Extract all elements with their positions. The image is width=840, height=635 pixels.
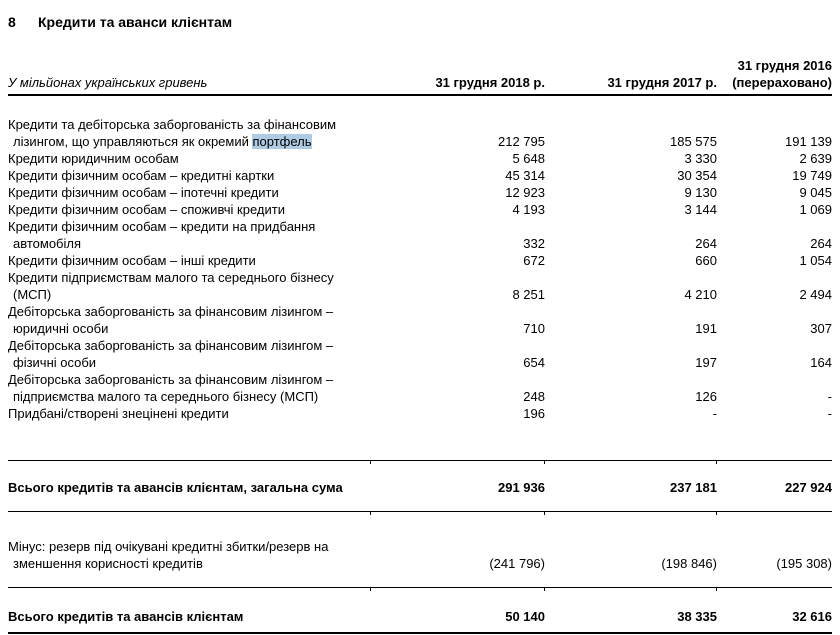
row-label-line: Кредити фізичним особам – іпотечні кредити — [8, 185, 279, 200]
table-rule — [8, 511, 832, 512]
value-2017: 264 — [695, 236, 717, 251]
value-2016: 9 045 — [799, 185, 832, 200]
value-2017: 660 — [695, 253, 717, 268]
value-2018: 672 — [523, 253, 545, 268]
provision-2016: (195 308) — [776, 556, 832, 571]
row-label — [8, 371, 371, 405]
value-2016: 164 — [810, 355, 832, 370]
table-row — [8, 371, 832, 405]
row-label-line: лізингом, що управляються як окремий портфель — [13, 134, 312, 149]
table-row — [8, 252, 832, 269]
row-label-line: юридичні особи — [13, 321, 109, 336]
table-row — [8, 184, 832, 201]
total-net-row — [8, 608, 832, 625]
row-label-line: Кредити фізичним особам – споживчі кредити — [8, 202, 285, 217]
value-2018: 212 795 — [498, 134, 545, 149]
value-2017: 4 210 — [684, 287, 717, 302]
value-2016: 1 069 — [799, 202, 832, 217]
table-row — [8, 405, 832, 422]
provision-label-line2: зменшення корисності кредитів — [13, 556, 203, 571]
section-title-text: Кредити та аванси клієнтам — [38, 14, 233, 30]
value-2016: 264 — [810, 236, 832, 251]
value-2016: - — [827, 389, 832, 404]
table-row — [8, 337, 832, 371]
table-bottom-rule — [8, 632, 832, 634]
table-rule — [8, 587, 832, 588]
column-header-2016-line1: 31 грудня 2016 — [737, 58, 832, 73]
row-label — [8, 184, 371, 201]
total-gross-2018: 291 936 — [498, 480, 545, 495]
value-2018: 45 314 — [505, 168, 545, 183]
total-net-label: Всього кредитів та авансів клієнтам — [8, 609, 244, 624]
column-header-2018: 31 грудня 2018 р. — [435, 75, 545, 90]
row-label-line: підприємства малого та середнього бізнесу (МСП) — [13, 389, 319, 404]
column-tick — [370, 588, 371, 591]
value-2017: 30 354 — [677, 168, 717, 183]
row-label-line: Дебіторська заборгованість за фінансовим лізингом – — [8, 338, 334, 353]
row-label-line: Кредити фізичним особам – кредитні картки — [8, 168, 275, 183]
value-2017: 9 130 — [684, 185, 717, 200]
total-net-2018: 50 140 — [505, 609, 545, 624]
loans-table — [8, 116, 832, 422]
row-label-line: фізичні особи — [13, 355, 97, 370]
value-2018: 196 — [523, 406, 545, 421]
table-row — [8, 167, 832, 184]
row-label-line: Кредити фізичним особам – кредити на придбання — [8, 219, 316, 234]
provision-row — [8, 538, 832, 572]
row-label-line: Кредити та дебіторська заборгованість за фінансовим — [8, 117, 337, 132]
section-number: 8 — [8, 14, 16, 30]
table-row — [8, 201, 832, 218]
value-2018: 4 193 — [512, 202, 545, 217]
value-2018: 710 — [523, 321, 545, 336]
total-gross-label: Всього кредитів та авансів клієнтам, загальна сума — [8, 480, 343, 495]
column-tick — [716, 588, 717, 591]
value-2018: 248 — [523, 389, 545, 404]
value-2016: 19 749 — [792, 168, 832, 183]
row-label — [8, 167, 371, 184]
table-header — [8, 57, 832, 96]
table-row — [8, 303, 832, 337]
value-2016: 191 139 — [785, 134, 832, 149]
row-label — [8, 150, 371, 167]
row-label-line: Придбані/створені знецінені кредити — [8, 406, 229, 421]
table-rule — [8, 460, 832, 461]
column-tick — [370, 461, 371, 464]
row-label-line: Дебіторська заборгованість за фінансовим лізингом – — [8, 372, 334, 387]
row-label — [8, 201, 371, 218]
table-row — [8, 116, 832, 150]
value-2018: 5 648 — [512, 151, 545, 166]
units-label: У мільйонах українських гривень — [8, 75, 208, 90]
total-gross-2017: 237 181 — [670, 480, 717, 495]
column-header-2017: 31 грудня 2017 р. — [607, 75, 717, 90]
table-row — [8, 218, 832, 252]
value-2016: 307 — [810, 321, 832, 336]
row-label-line: автомобіля — [13, 236, 82, 251]
column-tick — [370, 512, 371, 515]
value-2017: 197 — [695, 355, 717, 370]
table-row — [8, 150, 832, 167]
value-2018: 332 — [523, 236, 545, 251]
value-2018: 12 923 — [505, 185, 545, 200]
total-net-2016: 32 616 — [792, 609, 832, 624]
provision-2017: (198 846) — [661, 556, 717, 571]
column-header-2016 — [717, 57, 832, 91]
row-label — [8, 269, 371, 303]
row-label-line: (МСП) — [13, 287, 52, 302]
value-2016: 2 494 — [799, 287, 832, 302]
value-2018: 8 251 — [512, 287, 545, 302]
provision-label — [8, 538, 371, 572]
text-selection-highlight: портфель — [252, 134, 312, 149]
row-label — [8, 116, 371, 150]
column-header-2016-line2: (перераховано) — [732, 75, 832, 90]
column-tick — [716, 512, 717, 515]
row-label — [8, 303, 371, 337]
value-2016: 1 054 — [799, 253, 832, 268]
total-net-2017: 38 335 — [677, 609, 717, 624]
row-label-line: Дебіторська заборгованість за фінансовим лізингом – — [8, 304, 334, 319]
row-label-line: Кредити юридичним особам — [8, 151, 179, 166]
loan-rows — [8, 116, 832, 422]
value-2017: 191 — [695, 321, 717, 336]
column-tick — [716, 461, 717, 464]
value-2017: 185 575 — [670, 134, 717, 149]
value-2017: 3 144 — [684, 202, 717, 217]
row-label — [8, 405, 371, 422]
column-tick — [544, 461, 545, 464]
value-2017: - — [712, 406, 717, 421]
value-2016: - — [827, 406, 832, 421]
provision-2018: (241 796) — [489, 556, 545, 571]
page-title — [8, 14, 832, 31]
value-2017: 126 — [695, 389, 717, 404]
total-gross-2016: 227 924 — [785, 480, 832, 495]
row-label-line: Кредити підприємствам малого та середнього бізнесу — [8, 270, 334, 285]
value-2018: 654 — [523, 355, 545, 370]
table-row — [8, 269, 832, 303]
row-label — [8, 252, 371, 269]
total-gross-row — [8, 479, 832, 496]
column-tick — [544, 512, 545, 515]
row-label-line: Кредити фізичним особам – інші кредити — [8, 253, 256, 268]
column-tick — [544, 588, 545, 591]
value-2016: 2 639 — [799, 151, 832, 166]
row-label — [8, 218, 371, 252]
value-2017: 3 330 — [684, 151, 717, 166]
row-label — [8, 337, 371, 371]
provision-label-line1: Мінус: резерв під очікувані кредитні збитки/резерв на — [8, 539, 329, 554]
